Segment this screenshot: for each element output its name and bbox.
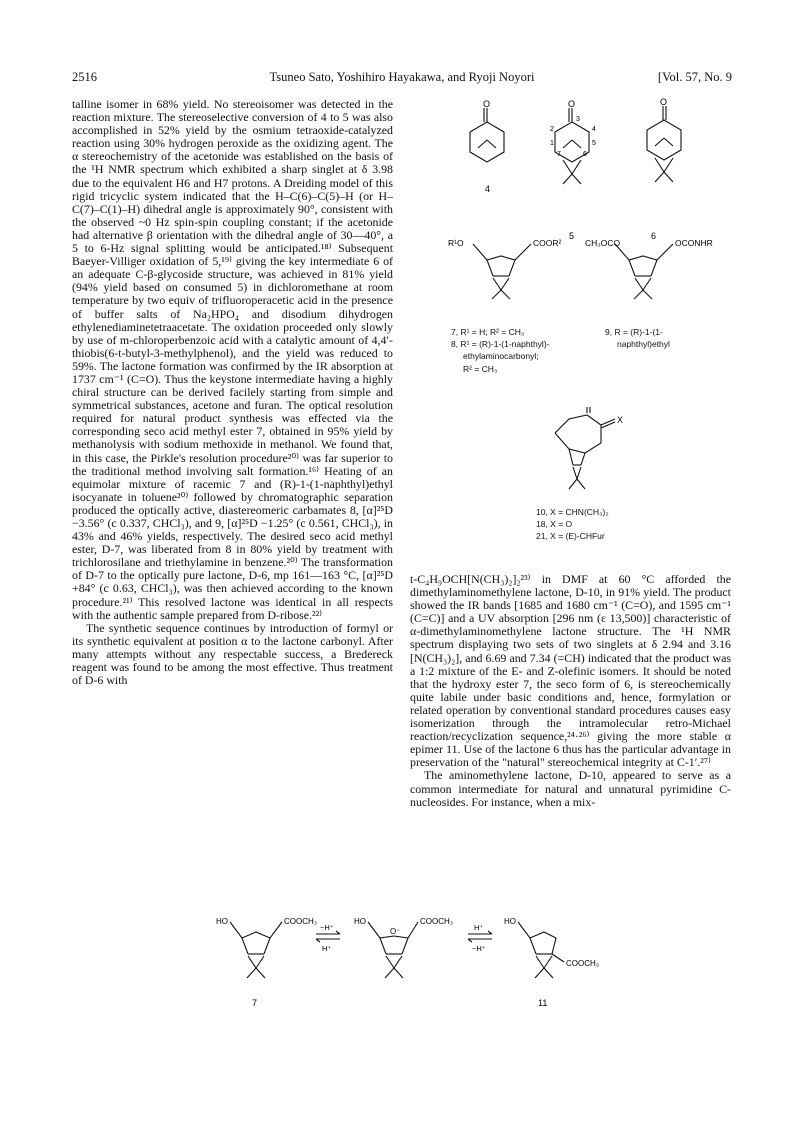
volume-info: [Vol. 57, No. 9 <box>657 70 732 84</box>
atom-number: 4 <box>592 126 596 133</box>
running-authors: Tsuneo Sato, Yoshihiro Hayakawa, and Ryoji Noyori <box>269 70 535 84</box>
atom-number: 6 <box>583 151 587 158</box>
reagent-label: −H⁺ <box>320 923 334 932</box>
legend-line: 9, R = (R)-1-(1- <box>605 327 663 337</box>
substituent-label: COOCH₃ <box>284 917 318 926</box>
legend-line: 7, R¹ = H; R² = CH₃ <box>451 327 525 337</box>
legend-line: 8, R¹ = (R)-1-(1-naphthyl)- <box>451 339 550 350</box>
paragraph: t-C₄H₉OCH[N(CH₃)₂]₂²³⁾ in DMF at 60 °C afforded the dimethylaminomethylene lactone, D-10, in 91% yield. The product showed the IR bands [1685 and 1680 cm⁻¹ (C=O), and 1595 cm⁻¹ (C=C)] and a UV absorption [296 nm (ε 13,500)] characteristic of α-dimethylaminomethylene lactone structure. The ¹H NMR spectrum displaying two sets of two singlets at δ 2.94 and 3.16 [N(CH₃)₂], and 6.69 and 7.34 (=CH) indicated that the product was a 1:2 mixture of the E- and Z-olefinic isomers. It should be noted that the hydroxy ester 7, the seco form of 6, is stereochemically quite labile under basic conditions and, hence, formylation or related operation by conventional standard procedures causes easy isomerization through the intramolecular retro-Michael reaction/recyclization sequence,²⁴·²⁶⁾ giving the more stable α epimer 11. Use of the lactone 6 thus has the particular advantage in preservation of the "natural" stereochemical integrity at C-1′.²⁷⁾ <box>410 572 731 770</box>
legend-line: ethylaminocarbonyl; <box>463 351 539 362</box>
substituent-label: HO <box>216 917 228 926</box>
paragraph: The aminomethylene lactone, D-10, appeared to serve as a common intermediate for natural and unnatural pyrimidine C-nucleosides. For instance, when a mix- <box>410 768 731 809</box>
substituent-label: HO <box>354 917 366 926</box>
right-column <box>410 573 731 809</box>
substituent-label: COOCH₃ <box>420 917 454 926</box>
left-column <box>72 98 393 687</box>
compound-number-4: 4 <box>485 184 491 194</box>
oxygen-label: O <box>483 99 491 109</box>
oxygen-label: O <box>568 99 576 109</box>
substituent-label: CH₃OCO <box>585 238 621 248</box>
oxygen-label: O <box>660 98 668 107</box>
legend-compounds-10-18-21 <box>536 506 609 543</box>
atom-number: 1 <box>550 140 554 147</box>
atom-number: 7 <box>557 151 561 158</box>
legend-compounds-7-8 <box>451 326 549 375</box>
structure-lactone-10 <box>535 405 655 505</box>
substituent-label: OCONHR <box>675 238 713 248</box>
legend-line: naphthyl)ethyl <box>617 339 670 350</box>
compound-number-5: 5 <box>569 231 575 241</box>
anion-label: O⁻ <box>390 927 401 936</box>
paragraph: talline isomer in 68% yield. No stereoisomer was detected in the reaction mixture. The stereoselective conversion of 4 to 5 was also accomplished in 52% yield by the osmium tetraoxide-catalyzed reaction using 30% hydrogen peroxide as the oxidizing agent. The α stereochemistry of the acetonide was established on the basis of the ¹H NMR spectrum which exhibited a sharp singlet at δ 3.98 due to the equivalent H6 and H7 protons. A Dreiding model of this rigid tricyclic system indicated that the H–C(6)–C(5)–H (or H–C(7)–C(1)–H) dihedral angle is approximately 90°, consistent with the observed ~0 Hz spin-spin coupling constant; if the acetonide had alternative β orientation with the dihedral angle of 30—40°, a 5 to 6-Hz signal splitting would be anticipated.¹⁸⁾ Subsequent Baeyer-Villiger oxidation of 5,¹⁹⁾ giving the key intermediate 6 of an adequate C-β-glycoside structure, was achieved in 81% yield (94% yield based on consumed 5) in dichloromethane at room temperature by two equiv of trifluoroperacetic acid in the presence of buffer salts of Na₂HPO₄ and disodium dihydrogen ethylenediaminetetraacetate. The oxidation proceeded only slowly by use of m-chloroperbenzoic acid with a catalytic amount of 4,4′-thiobis(6-t-butyl-3-methylphenol), and the yield was reduced to 59%. The lactone formation was confirmed by the IR absorption at 1737 cm⁻¹ (C=O). Thus the keystone intermediate having a highly chiral structure can be derived facilely starting from simple and symmetrical substances, acetone and furan. The optical resolution required for natural product synthesis was effected via the corresponding seco acid methyl ester 7, obtained in 95% yield by methanolysis with sodium methoxide in methanol. We found that, in this case, the Pirkle's resolution procedure²⁰⁾ was far superior to the traditional method involving salt formation.¹⁶⁾ Heating of an equimolar mixture of racemic 7 and (R)-1-(1-naphthyl)ethyl isocyanate in toluene²⁰⁾ followed by chromatographic separation produced the optically active, diastereomeric carbamates 8, [α]²⁵D −3.56° (c 0.337, CHCl₃), and 9, [α]²⁵D −1.25° (c 0.561, CHCl₃), in 43% and 46% yields, respectively. The desired seco acid methyl ester, D-7, was liberated from 8 in 80% yield by treatment with trichlorosilane and triethylamine in benzene.²⁰⁾ The transformation of D-7 to the optically pure lactone, D-6, mp 161—163 °C, [α]²⁵D +84° (c 0.63, CHCl₃), was then achieved according to the known procedure.²¹⁾ This resolved lactone was identical in all respects with the authentic sample prepared from D-ribose.²²⁾ <box>72 97 393 622</box>
compound-number-6: 6 <box>651 231 657 241</box>
structures-7-8-9 <box>445 232 735 312</box>
epimerization-scheme <box>200 908 640 1018</box>
substituent-x: X <box>617 415 624 425</box>
legend-line: 18, X = O <box>536 519 573 530</box>
atom-number: 5 <box>592 140 596 147</box>
structures-4-5-6 <box>455 98 710 248</box>
compound-number-7: 7 <box>252 998 258 1008</box>
legend-line: 21, X = (E)-CHFur <box>536 531 605 542</box>
legend-line: R² = CH₃ <box>463 363 498 374</box>
paragraph: The synthetic sequence continues by introduction of formyl or its synthetic equivalent at position α to the lactone carbonyl. After many attempts without any respectable success, a Bredereck reagent was found to be among the most effective. Thus treatment of D-6 with <box>72 620 393 688</box>
page-number: 2516 <box>72 70 97 84</box>
atom-number: 2 <box>550 126 554 133</box>
reagent-label: H⁺ <box>322 944 332 953</box>
reagent-label: −H⁺ <box>472 944 486 953</box>
page-header <box>72 70 732 86</box>
substituent-label: R¹O <box>448 238 464 248</box>
legend-compound-9 <box>605 326 670 350</box>
substituent-label: COOR² <box>533 238 562 248</box>
compound-number-11: 11 <box>538 998 548 1008</box>
substituent-label: HO <box>504 917 516 926</box>
legend-line: 10, X = CHN(CH₃)₂ <box>536 507 609 517</box>
atom-number: 3 <box>576 116 580 123</box>
substituent-label: COOCH₃ <box>566 959 600 968</box>
reagent-label: H⁺ <box>474 923 484 932</box>
